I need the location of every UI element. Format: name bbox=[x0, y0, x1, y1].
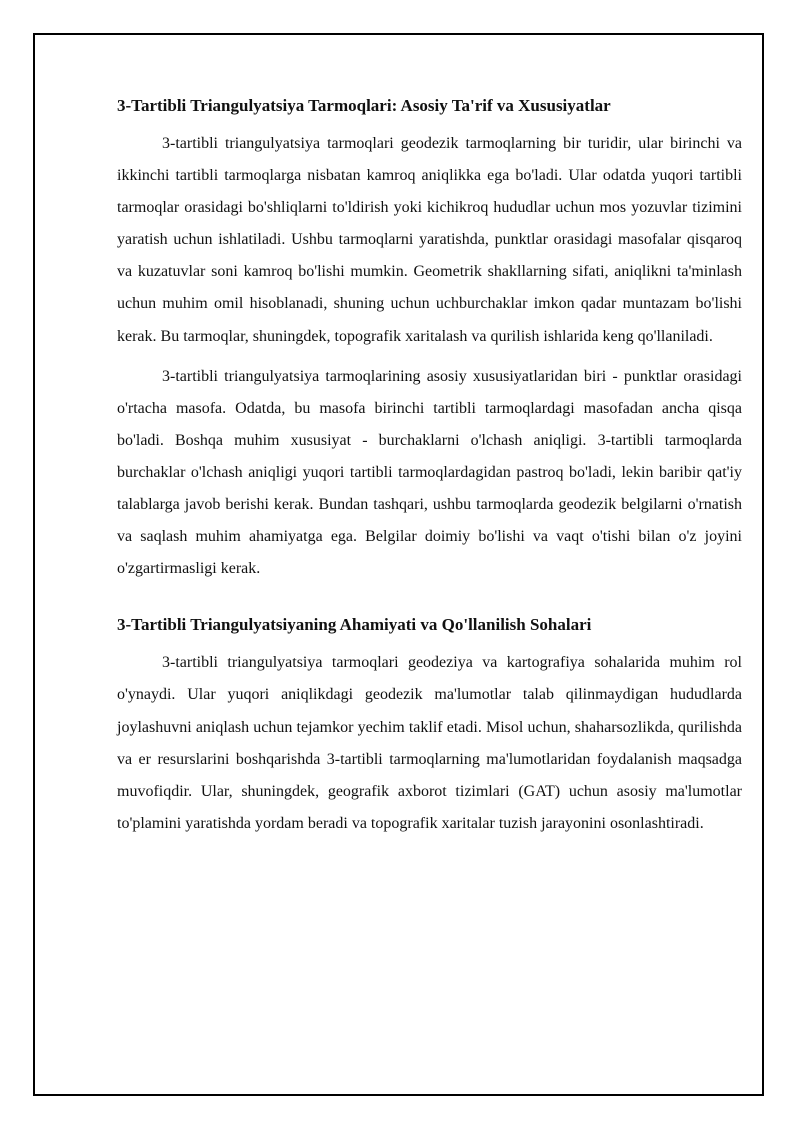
section-heading: 3-Tartibli Triangulyatsiyaning Ahamiyati va Qo'llanilish Sohalari bbox=[117, 615, 592, 635]
section-definition bbox=[117, 94, 742, 585]
paragraph: 3-tartibli triangulyatsiya tarmoqlarining asosiy xususiyatlaridan biri - punktlar orasidagi o'rtacha masofa. Odatda, bu masofa birinchi tartibli tarmoqlardagi masofadan ancha qisqa bo'ladi. Boshqa muhim xususiyat - burchaklarni o'lchash aniqligi. 3-tartibli tarmoqlarda burchaklar o'lchash aniqligi yuqori tartibli tarmoqlardagidan pastroq bo'ladi, lekin baribir qat'iy talablarga javob berishi kerak. Bundan tashqari, ushbu tarmoqlarda geodezik belgilarni o'rnatish va saqlash muhim ahamiyatga ega. Belgilar doimiy bo'lishi va vaqt o'tishi bilan o'z joyini o'zgartirmasligi kerak. bbox=[117, 367, 742, 578]
document-body bbox=[117, 94, 742, 848]
paragraph: 3-tartibli triangulyatsiya tarmoqlari geodeziya va kartografiya sohalarida muhim rol o'ynaydi. Ular yuqori aniqlikdagi geodezik ma'lumotlar talab qilinmaydigan hududlarda joylashuvni aniqlash uchun tejamkor yechim taklif etadi. Misol uchun, shaharsozlikda, qurilishda va er resurslarini boshqarishda 3-tartibli tarmoqlarning ma'lumotlaridan foydalanish maqsadga muvofiqdir. Ular, shuningdek, geografik axborot tizimlari (GAT) uchun asosiy ma'lumotlar to'plamini yaratishda yordam beradi va topografik xaritalar tuzish jarayonini osonlashtiradi. bbox=[117, 654, 742, 832]
section-heading: 3-Tartibli Triangulyatsiya Tarmoqlari: Asosiy Ta'rif va Xususiyatlar bbox=[117, 96, 611, 115]
section-importance bbox=[117, 613, 742, 840]
paragraph: 3-tartibli triangulyatsiya tarmoqlari geodezik tarmoqlarning bir turidir, ular birinchi va ikkinchi tartibli tarmoqlarga nisbatan kamroq aniqlikka ega bo'ladi. Ular odatda yuqori tartibli tarmoqlar orasidagi bo'shliqlarni to'ldirish yoki kichikroq hududlar uchun mos yozuvlar tizimini yaratish uchun ishlatiladi. Ushbu tarmoqlarni yaratishda, punktlar orasidagi masofalar qisqaroq va kuzatuvlar soni kamroq bo'lishi mumkin. Geometrik shakllarning sifati, aniqlikni ta'minlash uchun muhim omil hisoblanadi, shuning uchun uchburchaklar imkon qadar muntazam bo'lishi kerak. Bu tarmoqlar, shuningdek, topografik xaritalash va qurilish ishlarida keng qo'llaniladi. bbox=[117, 135, 742, 345]
